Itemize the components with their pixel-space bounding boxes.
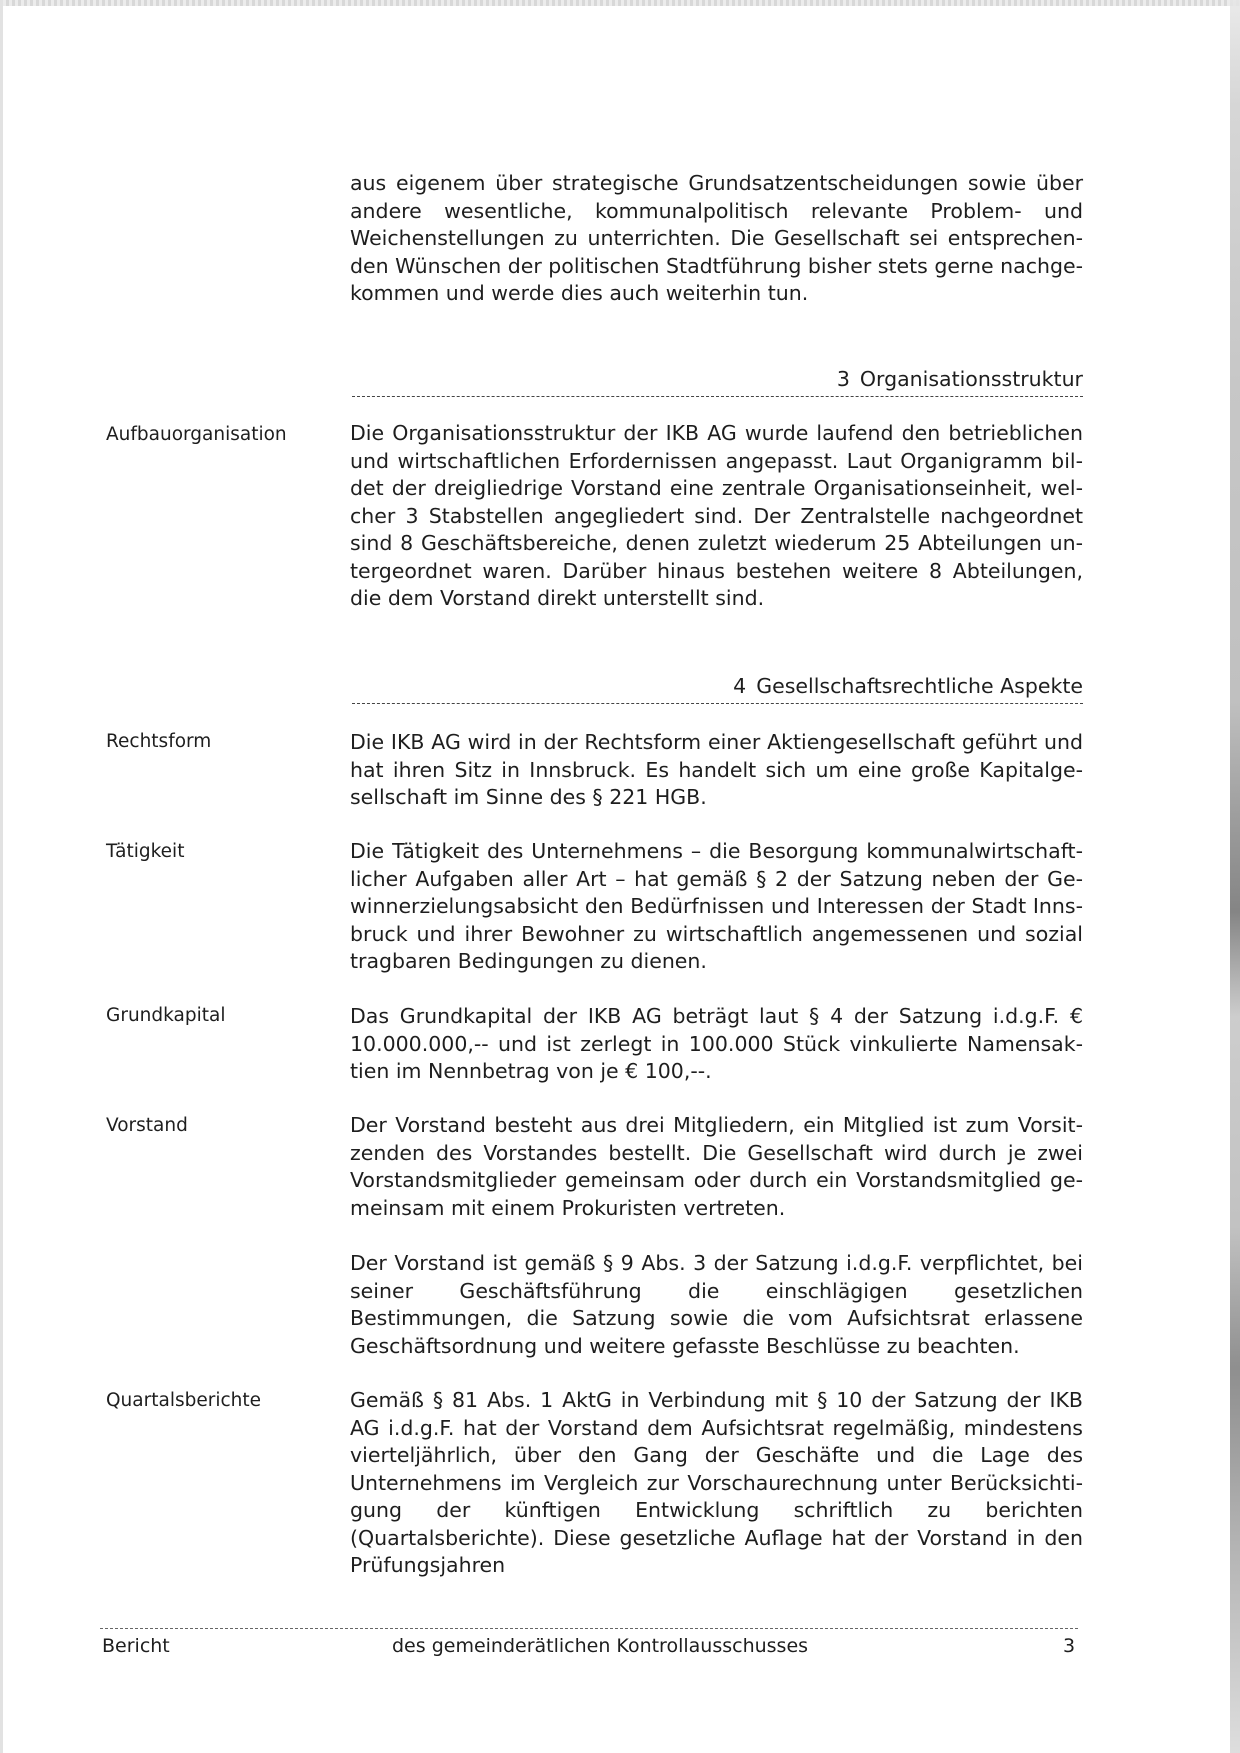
section-heading-4 bbox=[352, 673, 1083, 704]
footer-left: Bericht bbox=[102, 1635, 170, 1657]
paragraph-taetigkeit: Die Tätigkeit des Unternehmens – die Besorgung kommunalwirtschaftlicher Aufgaben aller Art – hat gemäß § 2 der Satzung neben der Gewinnerzielungsabsicht den Bedürfnissen und Interessen der Stadt Innsbruck und ihrer Bewohner zu wirtschaftlich angemessenen und sozial tragbaren Bedingungen zu dienen. bbox=[350, 839, 1083, 973]
footer-rule bbox=[100, 1628, 1078, 1629]
margin-label-rechtsform: Rechtsform bbox=[106, 731, 212, 752]
page-number: 3 bbox=[1063, 1635, 1076, 1657]
footer-center: des gemeinderätlichen Kontrollausschusses bbox=[392, 1635, 809, 1657]
section-title: Organisationsstruktur bbox=[859, 367, 1083, 391]
section-heading-3 bbox=[352, 366, 1083, 397]
margin-label-aufbauorganisation: Aufbauorganisation bbox=[106, 424, 287, 445]
paragraph-grundkapital: Das Grundkapital der IKB AG beträgt laut § 4 der Satzung i.d.g.F. € 10.000.000,-- und ist zerlegt in 100.000 Stück vinkulierte Namensaktien im Nennbetrag von je € 100,--. bbox=[350, 1004, 1083, 1083]
paragraph-rechtsform: Die IKB AG wird in der Rechtsform einer Aktiengesellschaft geführt und hat ihren Sitz in Innsbruck. Es handelt sich um eine große Kapitalgesellschaft im Sinne des § 221 HGB. bbox=[350, 730, 1083, 809]
scan-edge-top bbox=[0, 0, 1240, 6]
paragraph-aufbauorganisation: Die Organisationsstruktur der IKB AG wurde laufend den betrieblichen und wirtschaftlichen Erfordernissen angepasst. Laut Organigramm bildet der dreigliedrige Vorstand eine zentrale Organisationseinheit, welcher 3 Stabstellen angegliedert sind. Der Zentralstelle nachgeordnet sind 8 Geschäftsbereiche, denen zuletzt wiederum 25 Abteilungen untergeordnet waren. Darüber hinaus bestehen weitere 8 Abteilungen, die dem Vorstand direkt unterstellt sind. bbox=[350, 421, 1083, 610]
paragraph-vorstand-1: Der Vorstand besteht aus drei Mitgliedern, ein Mitglied ist zum Vorsitzenden des Vorstandes bestellt. Die Gesellschaft wird durch je zwei Vorstandsmitglieder gemeinsam oder durch ein Vorstandsmitglied gemeinsam mit einem Prokuristen vertreten. bbox=[350, 1113, 1083, 1220]
margin-label-grundkapital: Grundkapital bbox=[106, 1005, 226, 1026]
margin-label-taetigkeit: Tätigkeit bbox=[106, 841, 185, 862]
margin-label-vorstand: Vorstand bbox=[106, 1115, 188, 1136]
paragraph-quartalsberichte: Gemäß § 81 Abs. 1 AktG in Verbindung mit § 10 der Satzung der IKB AG i.d.g.F. hat der Vorstand dem Aufsichtsrat regelmäßig, mindestens vierteljährlich, über den Gang der Geschäfte und die Lage des Unternehmens im Vergleich zur Vorschaurechnung unter Berücksichtigung der künftigen Entwicklung schriftlich zu berichten (Quartalsberichte). Diese gesetzliche Auflage hat der Vorstand in den Prüfungsjahren bbox=[350, 1388, 1083, 1577]
paragraph-vorstand-2: Der Vorstand ist gemäß § 9 Abs. 3 der Satzung i.d.g.F. verpflichtet, bei seiner Geschäftsführung die einschlägigen gesetzlichen Bestimmungen, die Satzung sowie die vom Aufsichtsrat erlassene Geschäftsordnung und weitere gefasste Beschlüsse zu beachten. bbox=[350, 1251, 1083, 1358]
section-number: 3 bbox=[836, 367, 850, 391]
section-title: Gesellschaftsrechtliche Aspekte bbox=[756, 674, 1083, 698]
section-number: 4 bbox=[733, 674, 747, 698]
scan-edge-left bbox=[0, 0, 3, 1753]
margin-label-quartalsberichte: Quartalsberichte bbox=[106, 1390, 262, 1411]
intro-paragraph: aus eigenem über strategische Grundsatzentscheidungen sowie über andere wesentliche, kommunalpolitisch relevante Problem- und Weichenstellungen zu unterrichten. Die Gesellschaft sei entsprechenden Wünschen der politischen Stadtführung bisher stets gerne nachgekommen und werde dies auch weiterhin tun. bbox=[350, 171, 1084, 305]
scan-edge-right bbox=[1230, 0, 1240, 1753]
